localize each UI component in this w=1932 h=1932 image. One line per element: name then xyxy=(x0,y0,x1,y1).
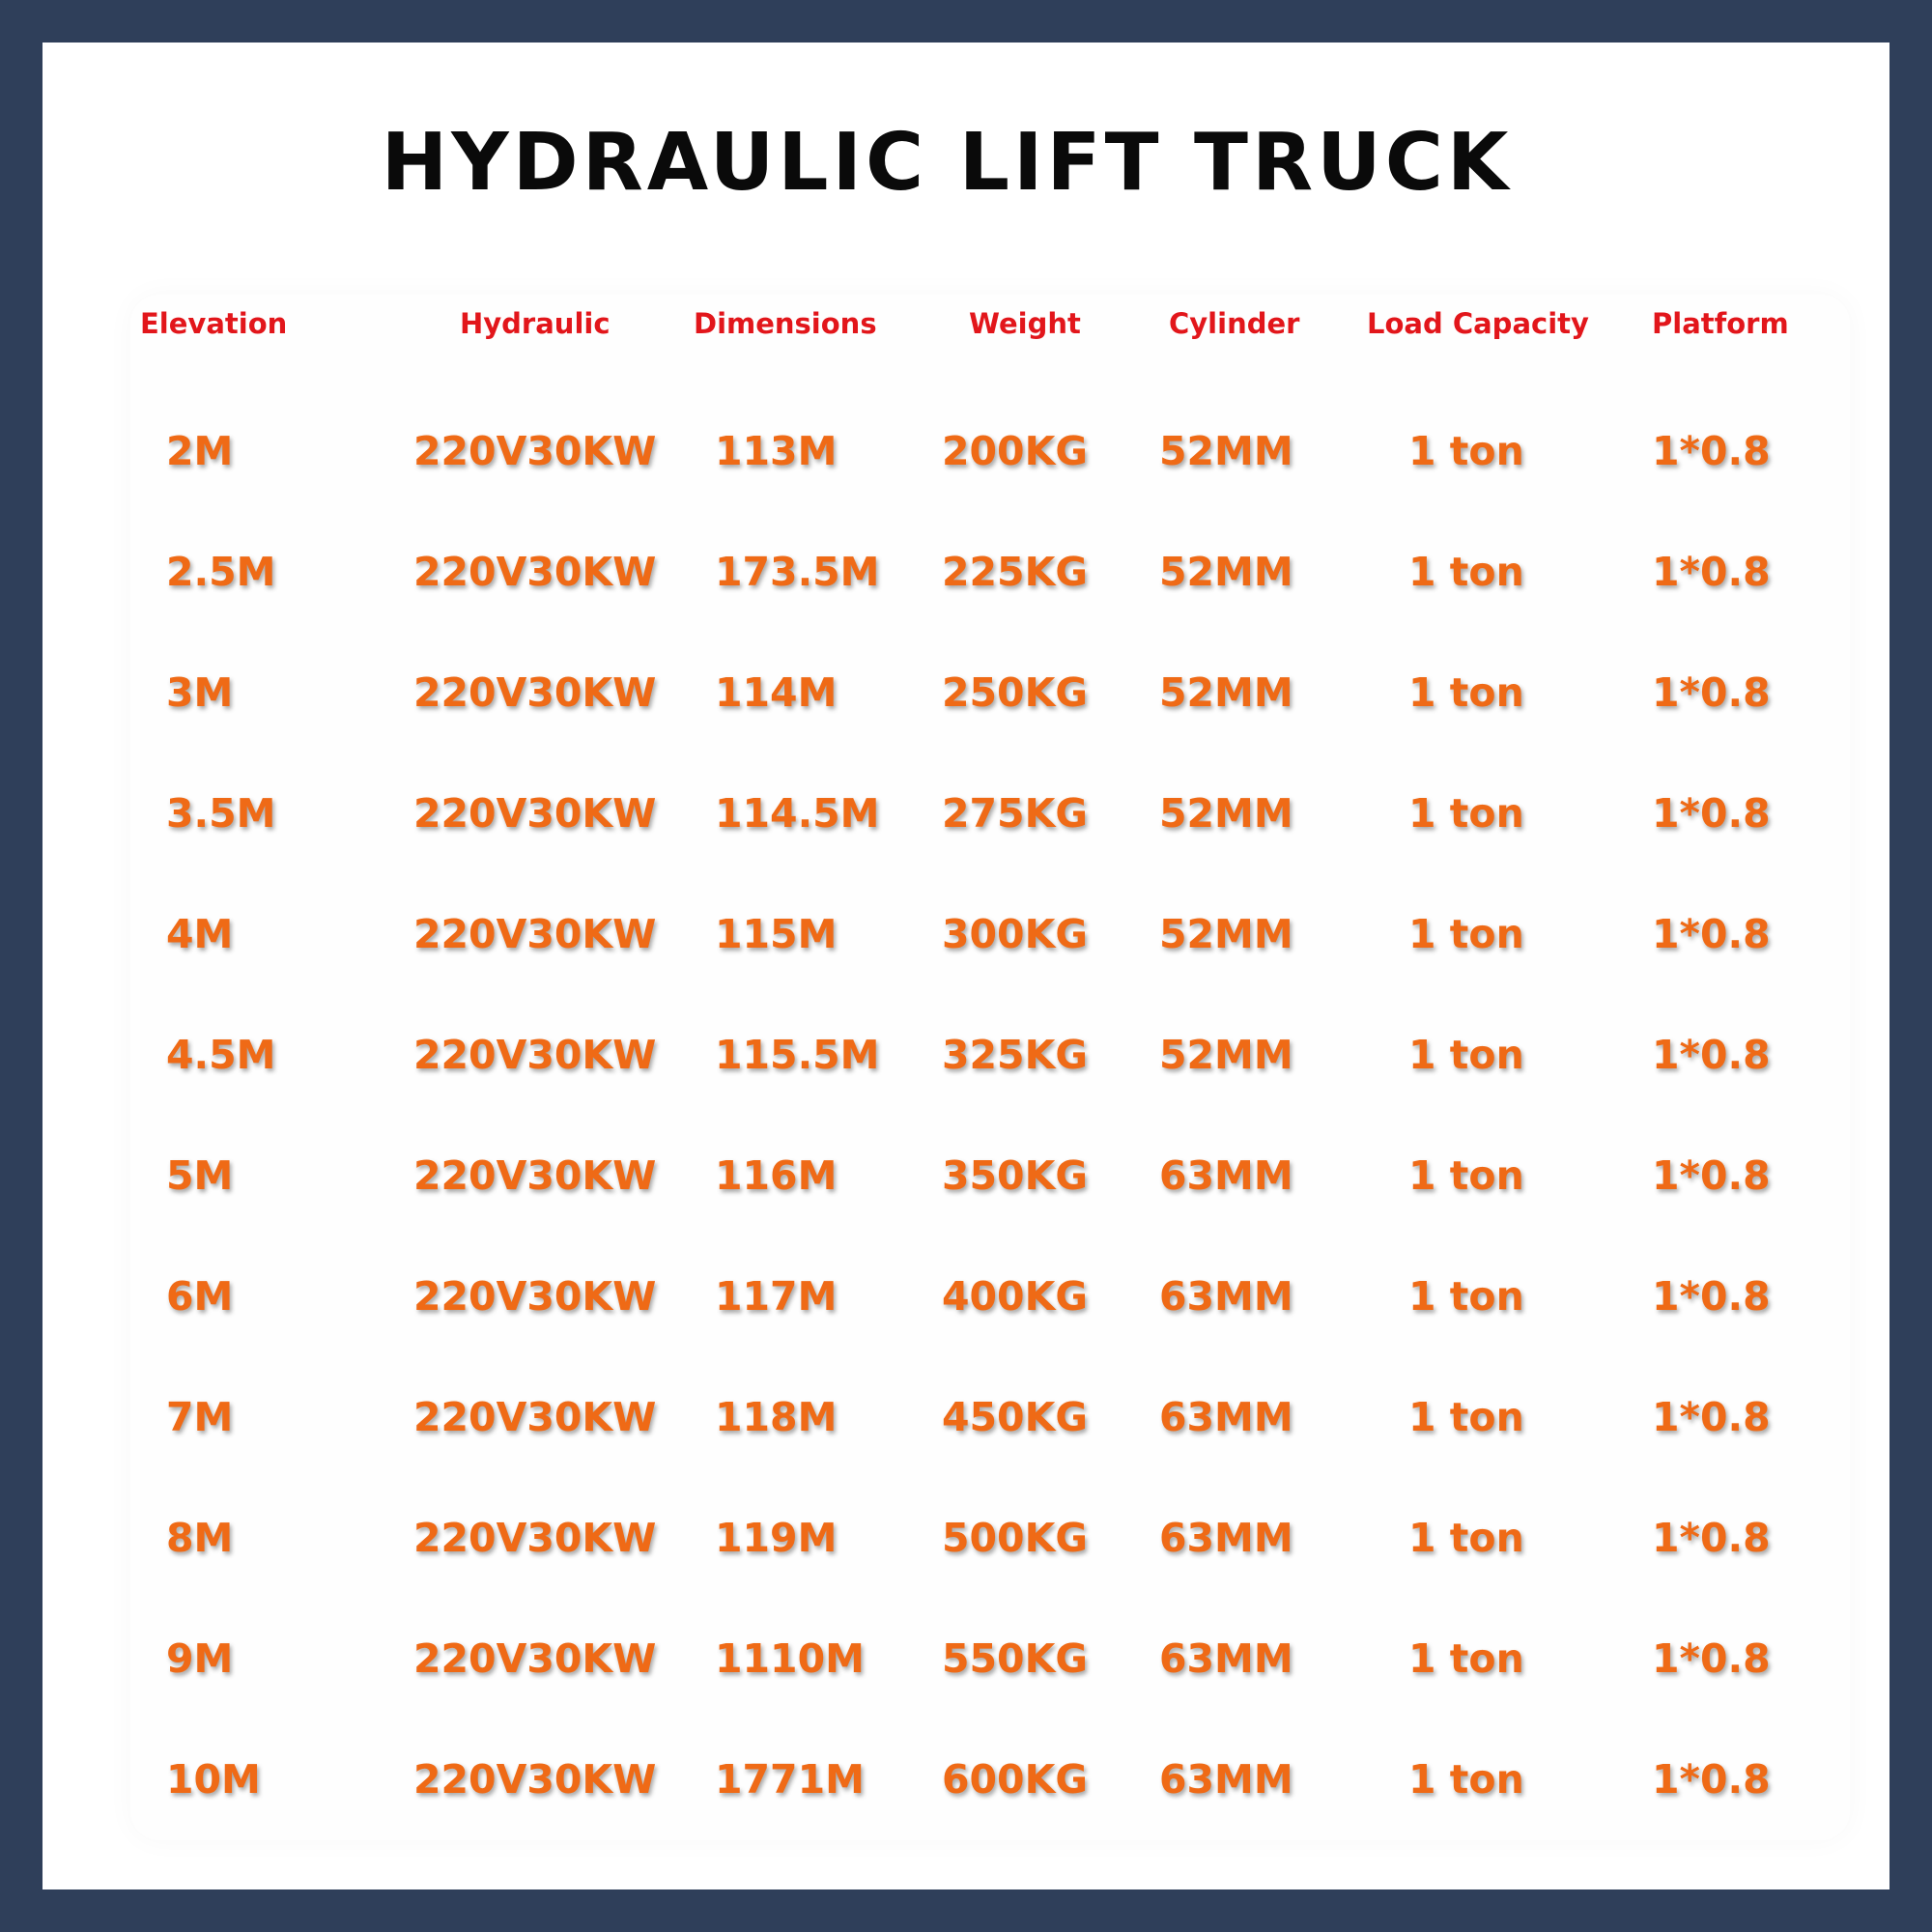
cell-dimensions: 118M xyxy=(715,1394,838,1440)
cell-platform: 1*0.8 xyxy=(1652,549,1771,595)
cell-hydraulic: 220V30KW xyxy=(413,1635,657,1682)
cell-weight: 225KG xyxy=(942,549,1089,595)
cell-hydraulic: 220V30KW xyxy=(413,1273,657,1320)
cell-dimensions: 1771M xyxy=(715,1756,865,1803)
cell-load-capacity: 1 ton xyxy=(1408,911,1524,957)
cell-dimensions: 113M xyxy=(715,428,838,474)
cell-weight: 325KG xyxy=(942,1032,1089,1078)
cell-platform: 1*0.8 xyxy=(1652,1635,1771,1682)
cell-hydraulic: 220V30KW xyxy=(413,1032,657,1078)
cell-load-capacity: 1 ton xyxy=(1408,1273,1524,1320)
column-header-elevation: Elevation xyxy=(140,307,288,340)
cell-hydraulic: 220V30KW xyxy=(413,669,657,716)
cell-elevation: 4.5M xyxy=(166,1032,276,1078)
cell-elevation: 4M xyxy=(166,911,234,957)
cell-platform: 1*0.8 xyxy=(1652,911,1771,957)
cell-cylinder: 63MM xyxy=(1159,1152,1293,1199)
cell-dimensions: 117M xyxy=(715,1273,838,1320)
cell-dimensions: 115M xyxy=(715,911,838,957)
cell-hydraulic: 220V30KW xyxy=(413,911,657,957)
cell-cylinder: 63MM xyxy=(1159,1635,1293,1682)
cell-load-capacity: 1 ton xyxy=(1408,1635,1524,1682)
cell-platform: 1*0.8 xyxy=(1652,669,1771,716)
cell-load-capacity: 1 ton xyxy=(1408,790,1524,837)
cell-load-capacity: 1 ton xyxy=(1408,1515,1524,1561)
cell-cylinder: 63MM xyxy=(1159,1394,1293,1440)
cell-load-capacity: 1 ton xyxy=(1408,669,1524,716)
column-header-hydraulic: Hydraulic xyxy=(460,307,611,340)
cell-platform: 1*0.8 xyxy=(1652,1032,1771,1078)
cell-weight: 550KG xyxy=(942,1635,1089,1682)
cell-weight: 200KG xyxy=(942,428,1089,474)
cell-weight: 275KG xyxy=(942,790,1089,837)
cell-hydraulic: 220V30KW xyxy=(413,1394,657,1440)
cell-weight: 300KG xyxy=(942,911,1089,957)
cell-weight: 400KG xyxy=(942,1273,1089,1320)
column-header-weight: Weight xyxy=(969,307,1081,340)
cell-hydraulic: 220V30KW xyxy=(413,549,657,595)
cell-platform: 1*0.8 xyxy=(1652,1515,1771,1561)
cell-elevation: 2.5M xyxy=(166,549,276,595)
cell-cylinder: 52MM xyxy=(1159,911,1293,957)
cell-platform: 1*0.8 xyxy=(1652,428,1771,474)
cell-dimensions: 173.5M xyxy=(715,549,880,595)
column-header-dimensions: Dimensions xyxy=(694,307,877,340)
cell-elevation: 6M xyxy=(166,1273,234,1320)
cell-elevation: 5M xyxy=(166,1152,234,1199)
cell-hydraulic: 220V30KW xyxy=(413,1515,657,1561)
page-title: HYDRAULIC LIFT TRUCK xyxy=(381,117,1513,209)
cell-load-capacity: 1 ton xyxy=(1408,1152,1524,1199)
cell-dimensions: 114.5M xyxy=(715,790,880,837)
cell-elevation: 3M xyxy=(166,669,234,716)
cell-hydraulic: 220V30KW xyxy=(413,428,657,474)
cell-hydraulic: 220V30KW xyxy=(413,790,657,837)
cell-load-capacity: 1 ton xyxy=(1408,1394,1524,1440)
cell-platform: 1*0.8 xyxy=(1652,1152,1771,1199)
cell-dimensions: 119M xyxy=(715,1515,838,1561)
cell-cylinder: 52MM xyxy=(1159,428,1293,474)
cell-load-capacity: 1 ton xyxy=(1408,428,1524,474)
cell-cylinder: 52MM xyxy=(1159,790,1293,837)
cell-cylinder: 52MM xyxy=(1159,669,1293,716)
cell-cylinder: 63MM xyxy=(1159,1515,1293,1561)
cell-hydraulic: 220V30KW xyxy=(413,1152,657,1199)
cell-elevation: 7M xyxy=(166,1394,234,1440)
cell-platform: 1*0.8 xyxy=(1652,1273,1771,1320)
cell-dimensions: 114M xyxy=(715,669,838,716)
cell-weight: 500KG xyxy=(942,1515,1089,1561)
cell-load-capacity: 1 ton xyxy=(1408,1032,1524,1078)
cell-platform: 1*0.8 xyxy=(1652,1394,1771,1440)
cell-weight: 250KG xyxy=(942,669,1089,716)
cell-hydraulic: 220V30KW xyxy=(413,1756,657,1803)
cell-elevation: 2M xyxy=(166,428,234,474)
cell-weight: 450KG xyxy=(942,1394,1089,1440)
cell-weight: 600KG xyxy=(942,1756,1089,1803)
cell-elevation: 3.5M xyxy=(166,790,276,837)
cell-load-capacity: 1 ton xyxy=(1408,1756,1524,1803)
cell-platform: 1*0.8 xyxy=(1652,790,1771,837)
cell-cylinder: 52MM xyxy=(1159,1032,1293,1078)
column-header-load-capacity: Load Capacity xyxy=(1367,307,1589,340)
column-header-platform: Platform xyxy=(1652,307,1789,340)
cell-platform: 1*0.8 xyxy=(1652,1756,1771,1803)
cell-elevation: 10M xyxy=(166,1756,261,1803)
cell-dimensions: 116M xyxy=(715,1152,838,1199)
column-header-cylinder: Cylinder xyxy=(1169,307,1300,340)
cell-cylinder: 63MM xyxy=(1159,1273,1293,1320)
cell-dimensions: 115.5M xyxy=(715,1032,880,1078)
cell-weight: 350KG xyxy=(942,1152,1089,1199)
cell-cylinder: 63MM xyxy=(1159,1756,1293,1803)
cell-load-capacity: 1 ton xyxy=(1408,549,1524,595)
cell-elevation: 9M xyxy=(166,1635,234,1682)
cell-cylinder: 52MM xyxy=(1159,549,1293,595)
cell-dimensions: 1110M xyxy=(715,1635,865,1682)
cell-elevation: 8M xyxy=(166,1515,234,1561)
